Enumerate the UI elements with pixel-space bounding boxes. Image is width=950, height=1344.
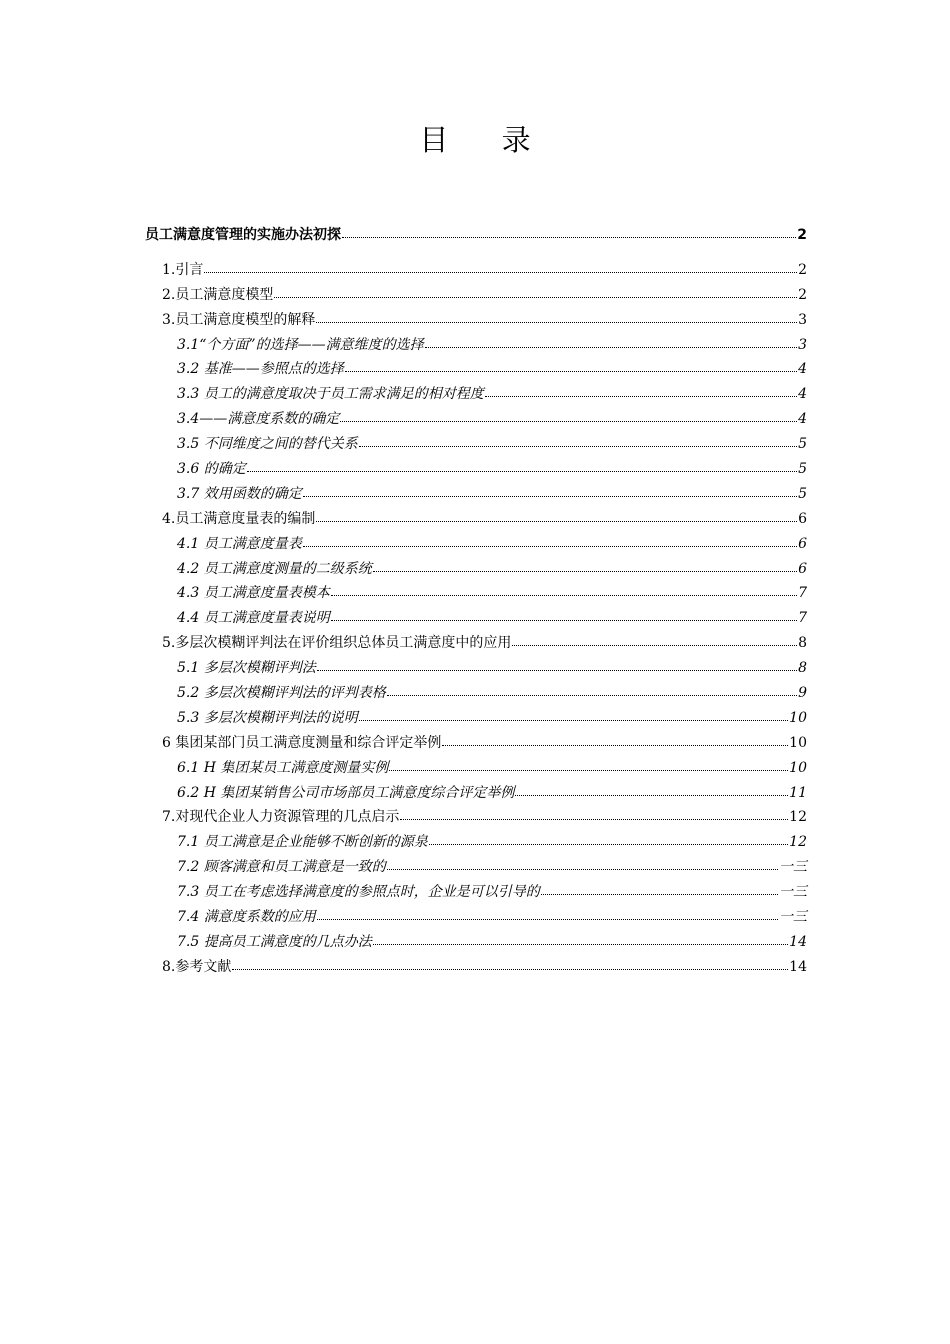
toc-dot-leader — [387, 695, 797, 696]
toc-page-number: 8 — [798, 660, 807, 677]
toc-entry[interactable] — [145, 830, 807, 855]
toc-page-number: 2 — [798, 261, 807, 278]
toc-entry-text: 6.1 H 集团某员工满意度测量实例 — [177, 759, 389, 776]
toc-dot-leader — [442, 745, 788, 746]
toc-page-number: 4 — [798, 411, 807, 428]
toc-dot-leader — [303, 496, 797, 497]
toc-dot-leader — [359, 446, 797, 447]
toc-page-number: 2 — [797, 227, 807, 243]
toc-dot-leader — [331, 620, 797, 621]
toc-dot-leader — [274, 297, 797, 298]
toc-dot-leader — [387, 869, 778, 870]
toc-page-number: 2 — [798, 286, 807, 303]
toc-page-number: 6 — [798, 560, 807, 577]
toc-page-number: 14 — [789, 958, 807, 975]
toc-dot-leader — [359, 720, 788, 721]
toc-page-number: 4 — [798, 361, 807, 378]
toc-entry[interactable] — [145, 581, 807, 606]
toc-dot-leader — [541, 894, 778, 895]
toc-entry[interactable] — [145, 706, 807, 731]
toc-entry-text: 5.2 多层次模糊评判法的评判表格 — [177, 685, 386, 702]
toc-dot-leader — [373, 571, 797, 572]
toc-entry[interactable] — [145, 905, 807, 930]
toc-entry[interactable] — [145, 955, 807, 980]
toc-entry-text: 5.3 多层次模糊评判法的说明 — [177, 709, 358, 726]
toc-dot-leader — [342, 237, 796, 238]
toc-page-number: 5 — [798, 461, 807, 478]
toc-entry-text: 4.4 员工满意度量表说明 — [177, 610, 330, 627]
toc-entry[interactable] — [145, 855, 807, 880]
toc-entry-text: 3.4——满意度系数的确定 — [177, 411, 340, 428]
toc-dot-leader — [331, 595, 797, 596]
toc-entry-text: 4.1 员工满意度量表 — [177, 535, 302, 552]
toc-page-number: 7 — [798, 610, 807, 627]
toc-entry[interactable] — [145, 606, 807, 631]
toc-entry-text: 6.2 H 集团某销售公司市场部员工满意度综合评定举例 — [177, 784, 515, 801]
toc-entry-text: 2.员工满意度模型 — [162, 286, 274, 303]
toc-dot-leader — [515, 795, 788, 796]
toc-entry-text: 3.6 的确定 — [177, 461, 246, 478]
toc-page-number: 5 — [798, 436, 807, 453]
toc-page-number: 一三 — [779, 884, 807, 901]
toc-page-number: 10 — [789, 734, 807, 751]
toc-entry[interactable] — [145, 681, 807, 706]
toc-entry-text: 3.5 不同维度之间的替代关系 — [177, 436, 358, 453]
toc-dot-leader — [429, 844, 788, 845]
toc-entry-text: 7.1 员工满意是企业能够不断创新的源泉 — [177, 834, 428, 851]
toc-entry[interactable] — [145, 308, 807, 333]
toc-page-number: 4 — [798, 386, 807, 403]
table-of-contents — [145, 223, 807, 980]
toc-page-number: 7 — [798, 585, 807, 602]
toc-entry-text: 7.5 提高员工满意度的几点办法 — [177, 933, 372, 950]
toc-entry[interactable] — [145, 482, 807, 507]
toc-entry[interactable] — [145, 805, 807, 830]
toc-entry-text: 6 集团某部门员工满意度测量和综合评定举例 — [162, 734, 442, 751]
toc-page-number: 11 — [789, 784, 807, 801]
toc-page-number: 3 — [798, 336, 807, 353]
toc-entry[interactable] — [145, 223, 807, 248]
toc-entry[interactable] — [145, 407, 807, 432]
toc-entry[interactable] — [145, 880, 807, 905]
toc-dot-leader — [316, 322, 797, 323]
toc-entry-text: 8.参考文献 — [162, 958, 232, 975]
toc-page-number: 一三 — [779, 859, 807, 876]
toc-dot-leader — [512, 645, 797, 646]
toc-dot-leader — [425, 347, 797, 348]
toc-entry-text: 7.3 员工在考虑选择满意度的参照点时，企业是可以引导的 — [177, 884, 540, 901]
toc-entry-text: 员工满意度管理的实施办法初探 — [145, 227, 341, 243]
toc-entry-text: 3.1“个方面”的选择——满意维度的选择 — [177, 336, 424, 353]
toc-page-number: 12 — [789, 809, 807, 826]
toc-entry-text: 7.2 顾客满意和员工满意是一致的 — [177, 859, 386, 876]
toc-entry-text: 4.员工满意度量表的编制 — [162, 510, 316, 527]
toc-entry-text: 7.4 满意度系数的应用 — [177, 909, 316, 926]
toc-entry-text: 3.员工满意度模型的解释 — [162, 311, 316, 328]
toc-dot-leader — [345, 371, 797, 372]
toc-entry[interactable] — [145, 357, 807, 382]
toc-entry[interactable] — [145, 532, 807, 557]
toc-dot-leader — [485, 396, 797, 397]
toc-entry[interactable] — [145, 258, 807, 283]
toc-dot-leader — [389, 770, 788, 771]
toc-entry-text: 4.2 员工满意度测量的二级系统 — [177, 560, 372, 577]
toc-page-number: 8 — [798, 635, 807, 652]
toc-dot-leader — [400, 819, 788, 820]
toc-dot-leader — [317, 670, 797, 671]
toc-entry[interactable] — [145, 432, 807, 457]
toc-dot-leader — [340, 421, 797, 422]
toc-entry[interactable] — [145, 781, 807, 806]
toc-entry[interactable] — [145, 731, 807, 756]
toc-page-number: 3 — [798, 311, 807, 328]
toc-page-number: 6 — [798, 510, 807, 527]
page-title: 目 录 — [419, 123, 553, 157]
toc-entry[interactable] — [145, 930, 807, 955]
toc-entry-text: 5.1 多层次模糊评判法 — [177, 660, 316, 677]
toc-entry[interactable] — [145, 283, 807, 308]
toc-entry-text: 4.3 员工满意度量表模本 — [177, 585, 330, 602]
toc-page-number: 12 — [789, 834, 807, 851]
toc-dot-leader — [317, 919, 778, 920]
toc-entry-text: 3.7 效用函数的确定 — [177, 485, 302, 502]
toc-page-number: 10 — [789, 709, 807, 726]
toc-page-number: 10 — [789, 759, 807, 776]
toc-page-number: 14 — [789, 933, 807, 950]
toc-dot-leader — [247, 471, 797, 472]
toc-page-number: 9 — [798, 685, 807, 702]
toc-entry[interactable] — [145, 457, 807, 482]
toc-page-number: 6 — [798, 535, 807, 552]
toc-entry[interactable] — [145, 656, 807, 681]
toc-entry[interactable] — [145, 333, 807, 358]
toc-entry-text: 3.2 基准——参照点的选择 — [177, 361, 344, 378]
toc-dot-leader — [303, 546, 797, 547]
toc-dot-leader — [316, 521, 797, 522]
toc-entry[interactable] — [145, 382, 807, 407]
toc-dot-leader — [232, 969, 788, 970]
toc-dot-leader — [204, 272, 797, 273]
toc-entry[interactable] — [145, 756, 807, 781]
toc-entry-text: 3.3 员工的满意度取决于员工需求满足的相对程度 — [177, 386, 484, 403]
toc-entry[interactable] — [145, 507, 807, 532]
toc-entry-text: 5.多层次模糊评判法在评价组织总体员工满意度中的应用 — [162, 635, 512, 652]
toc-dot-leader — [373, 944, 788, 945]
toc-page-number: 5 — [798, 485, 807, 502]
toc-entry-text: 1.引言 — [162, 261, 204, 278]
toc-page-number: 一三 — [779, 909, 807, 926]
toc-entry[interactable] — [145, 557, 807, 582]
toc-entry-text: 7.对现代企业人力资源管理的几点启示 — [162, 809, 400, 826]
toc-entry[interactable] — [145, 631, 807, 656]
